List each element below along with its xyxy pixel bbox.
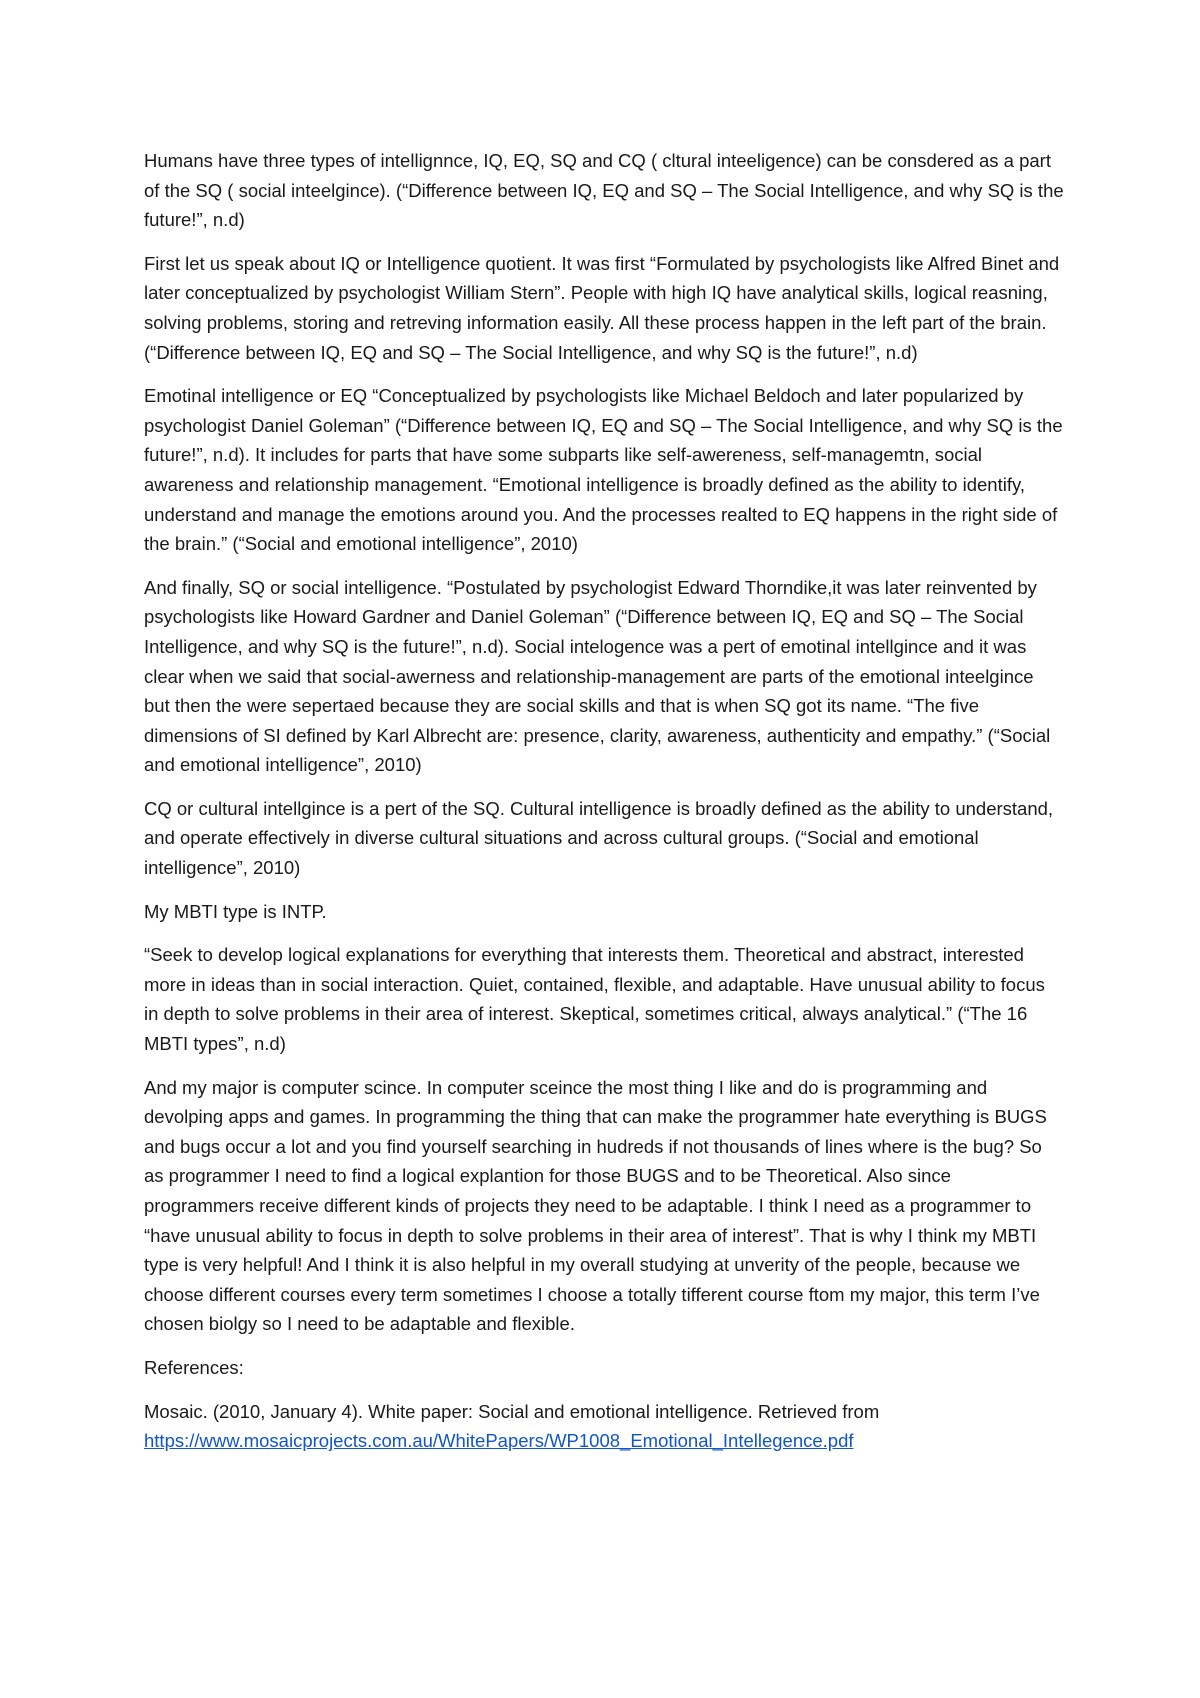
paragraph-major: And my major is computer scince. In computer sceince the most thing I like and do is programming and devolping apps and games. In programming the thing that can make the programmer hate everything is BUGS and bugs occur a lot and you find yourself searching in hudreds if not thousands of lines where is the bug? So as programmer I need to find a logical explantion for those BUGS and to be Theoretical. Also since programmers receive different kinds of projects they need to be adaptable. I think I need as a programmer to “have unusual ability to focus in depth to solve problems in their area of interest”. That is why I think my MBTI type is very helpful! And I think it is also helpful in my overall studying at unverity of the people, because we choose different courses every term sometimes I choose a totally tifferent course ftom my major, this term I’ve chosen biolgy so I need to be adaptable and flexible. [144, 1076, 1047, 1335]
paragraph-iq: First let us speak about IQ or Intelligence quotient. It was first “Formulated by psychologists like Alfred Binet and later conceptualized by psychologist William Stern”. People with high IQ have analytical skills, logical reasning, solving problems, storing and retreving information easily. All these process happen in the left part of the brain. (“Difference between IQ, EQ and SQ – The Social Intelligence, and why SQ is the future!”, n.d) [144, 252, 1060, 363]
reference-text: Mosaic. (2010, January 4). White paper: Social and emotional intelligence. Retrieved from [144, 1400, 880, 1422]
paragraph-sq: And finally, SQ or social intelligence. “Postulated by psychologist Edward Thorndike,it was later reinvented by psychologists like Howard Gardner and Daniel Goleman” (“Difference between IQ, EQ and SQ – The Social Intelligence, and why SQ is the future!”, n.d). Social intelogence was a pert of emotinal intellgince and it was clear when we said that social-awerness and relationship-management are parts of the emotional inteelgince but then the were sepertaed because they are social skills and that is when SQ got its name. “The five dimensions of SI defined by Karl Albrecht are: presence, clarity, awareness, authenticity and empathy.” (“Social and emotional intelligence”, 2010) [144, 576, 1051, 776]
paragraph-cq: CQ or cultural intellgince is a pert of the SQ. Cultural intelligence is broadly defined as the ability to understand, and operate effectively in diverse cultural situations and across cultural groups. (“Social and emotional intelligence”, 2010) [144, 797, 1054, 879]
reference-entry [144, 1397, 1064, 1456]
references-heading: References: [144, 1356, 244, 1378]
paragraph-eq: Emotinal intelligence or EQ “Conceptualized by psychologists like Michael Beldoch and later popularized by psychologist Daniel Goleman” (“Difference between IQ, EQ and SQ – The Social Intelligence, and why SQ is the future!”, n.d). It includes for parts that have some subparts like self-awereness, self-managemtn, social awareness and relationship management. “Emotional intelligence is broadly defined as the ability to identify, understand and manage the emotions around you. And the processes realted to EQ happens in the right side of the brain.” (“Social and emotional intelligence”, 2010) [144, 385, 1063, 555]
document-page [144, 146, 1064, 1470]
paragraph-intro: Humans have three types of intellignnce, IQ, EQ, SQ and CQ ( cltural inteeligence) can be consdered as a part of the SQ ( social inteelgince). (“Difference between IQ, EQ and SQ – The Social Intelligence, and why SQ is the future!”, n.d) [144, 150, 1064, 231]
paragraph-mbti-type: My MBTI type is INTP. [144, 900, 327, 922]
reference-link[interactable]: https://www.mosaicprojects.com.au/WhitePapers/WP1008_Emotional_Intellegence.pdf [144, 1430, 854, 1452]
paragraph-mbti-quote: “Seek to develop logical explanations for everything that interests them. Theoretical and abstract, interested more in ideas than in social interaction. Quiet, contained, flexible, and adaptable. Have unusual ability to focus in depth to solve problems in their area of interest. Skeptical, sometimes critical, always analytical.” (“The 16 MBTI types”, n.d) [144, 944, 1045, 1055]
